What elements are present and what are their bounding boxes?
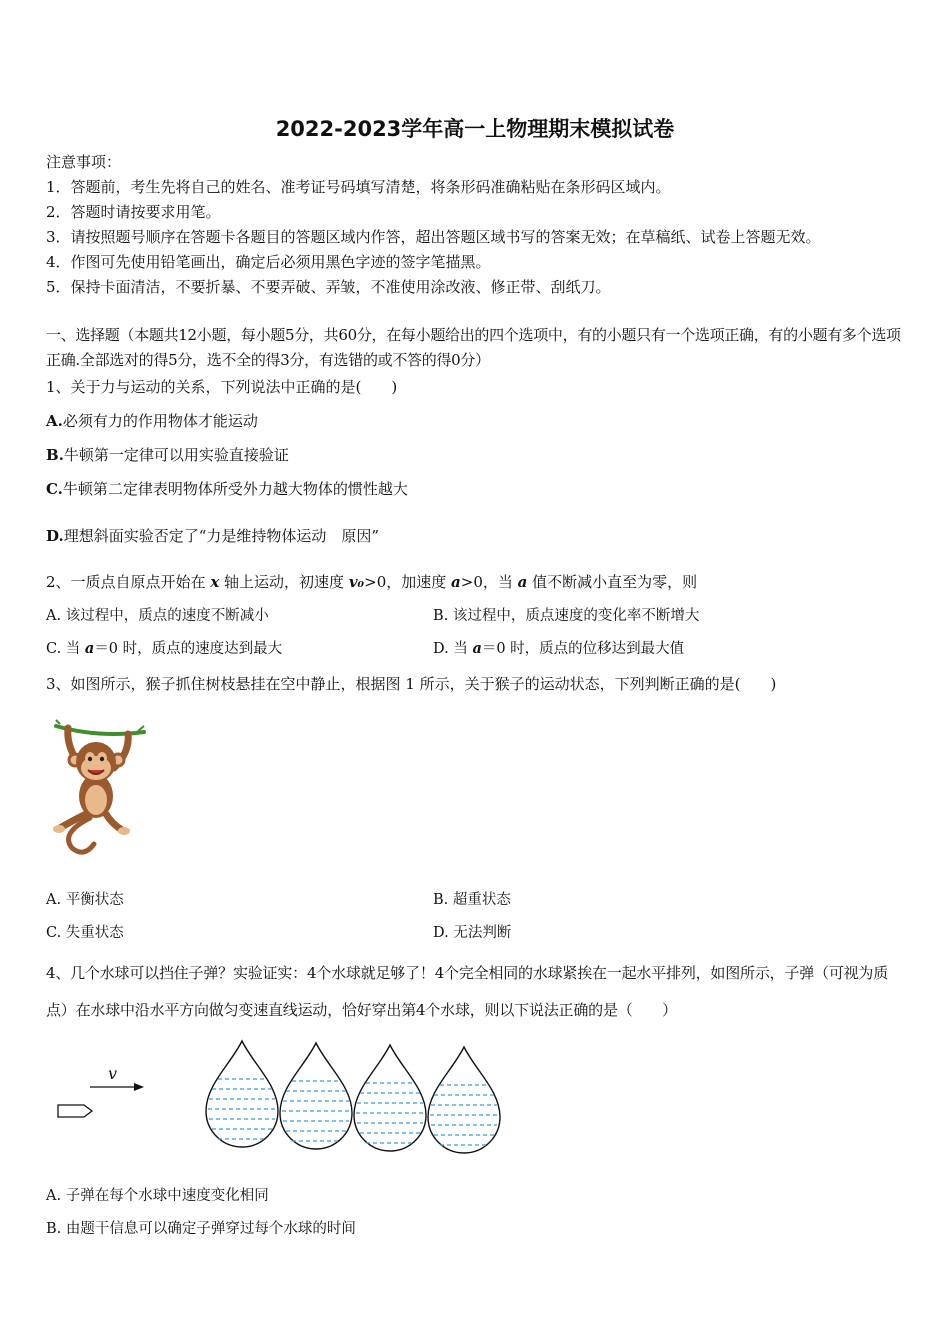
water-ball-1 (206, 1041, 278, 1147)
option-text: ＝0 时，质点的速度达到最大 (94, 641, 283, 657)
page-title: 2022-2023学年高一上物理期末模拟试卷 (275, 117, 675, 141)
water-balls-diagram (54, 1035, 514, 1160)
q2-var-v0: v₀ (348, 573, 365, 591)
q2-var-a: a (451, 573, 461, 591)
q2-var-a: a (472, 640, 482, 657)
option-text: 牛顿第一定律可以用实验直接验证 (63, 446, 289, 464)
q1-option-c (46, 478, 408, 500)
option-letter: A. (46, 412, 63, 430)
option-text: 必须有力的作用物体才能运动 (62, 412, 258, 430)
notice-item-5: 5．保持卡面清洁，不要折暴、不要弄破、弄皱，不准使用涂改液、修正带、刮纸刀。 (46, 278, 611, 296)
q2-stem-part: 轴上运动，初速度 (219, 573, 349, 591)
q2-stem-part: >0，当 (460, 573, 518, 591)
velocity-label: v (108, 1064, 118, 1083)
water-ball-2 (280, 1043, 352, 1149)
q2-option-d (433, 638, 684, 660)
q1-option-b (46, 444, 289, 466)
q2-option-a: A. 该过程中，质点的速度不断减小 (46, 608, 269, 624)
option-letter: B. (46, 446, 64, 464)
option-text: ＝0 时，质点的位移达到最大值 (481, 641, 685, 657)
option-letter: C. (46, 480, 63, 498)
notice-item-3: 3．请按照题号顺序在答题卡各题目的答题区域内作答，超出答题区域书写的答案无效；在草稿纸、试卷上答题无效。 (46, 228, 821, 246)
q3-option-d: D. 无法判断 (433, 925, 512, 941)
q2-var-a: a (84, 640, 95, 657)
q2-var-x: x (210, 573, 220, 591)
option-letter: D. (46, 527, 64, 545)
notice-heading: 注意事项： (46, 153, 122, 171)
q3-option-c: C. 失重状态 (46, 925, 124, 941)
q2-option-b: B. 该过程中，质点速度的变化率不断增大 (433, 608, 700, 624)
notice-item-2: 2．答题时请按要求用笔。 (46, 203, 221, 221)
q3-option-a: A. 平衡状态 (46, 892, 124, 908)
q4-option-a: A. 子弹在每个水球中速度变化相同 (46, 1188, 269, 1204)
notice-item-4: 4．作图可先使用铅笔画出，确定后必须用黑色字迹的签字笔描黑。 (46, 253, 491, 271)
q4-option-b: B. 由题干信息可以确定子弹穿过每个水球的时间 (46, 1221, 356, 1237)
q2-stem (46, 571, 697, 593)
q1-option-d (46, 525, 379, 547)
monkey-illustration (50, 718, 150, 858)
q2-var-a: a (517, 573, 528, 591)
water-ball-4 (428, 1047, 500, 1153)
q1-stem: 1、关于力与运动的关系，下列说法中正确的是( ) (46, 378, 398, 396)
q2-option-c (46, 638, 282, 660)
q2-stem-part: 2、一质点自原点开始在 (46, 573, 211, 591)
q2-stem-part: 值不断减小直至为零，则 (527, 573, 698, 591)
section-instructions: 一、选择题（本题共12小题，每小题5分，共60分，在每小题给出的四个选项中，有的小题只有一个选项正确，有的小题有多个选项正确.全部选对的得5分，选不全的得3分，有选错的或不答的得0分） (46, 326, 901, 369)
q3-stem: 3、如图所示，猴子抓住树枝悬挂在空中静止，根据图 1 所示，关于猴子的运动状态，下列判断正确的是( ) (46, 675, 777, 693)
option-text: D. 当 (433, 641, 473, 657)
q3-option-b: B. 超重状态 (433, 892, 511, 908)
q4-stem: 4、几个水球可以挡住子弹？实验证实：4个水球就足够了！4个完全相同的水球紧挨在一起水平排列，如图所示，子弹（可视为质点）在水球中沿水平方向做匀变速直线运动，恰好穿出第4个水球，则以下说法正确的是（ ） (46, 964, 889, 1019)
option-text: 牛顿第二定律表明物体所受外力越大物体的惯性越大 (62, 480, 408, 498)
q1-option-a (46, 410, 258, 432)
q2-stem-part: >0，加速度 (364, 573, 452, 591)
option-text: 理想斜面实验否定了“力是维持物体运动 原因” (63, 527, 380, 545)
water-ball-3 (354, 1045, 426, 1151)
notice-item-1: 1．答题前，考生先将自己的姓名、准考证号码填写清楚，将条形码准确粘贴在条形码区域内。 (46, 178, 671, 196)
option-text: C. 当 (46, 641, 85, 657)
